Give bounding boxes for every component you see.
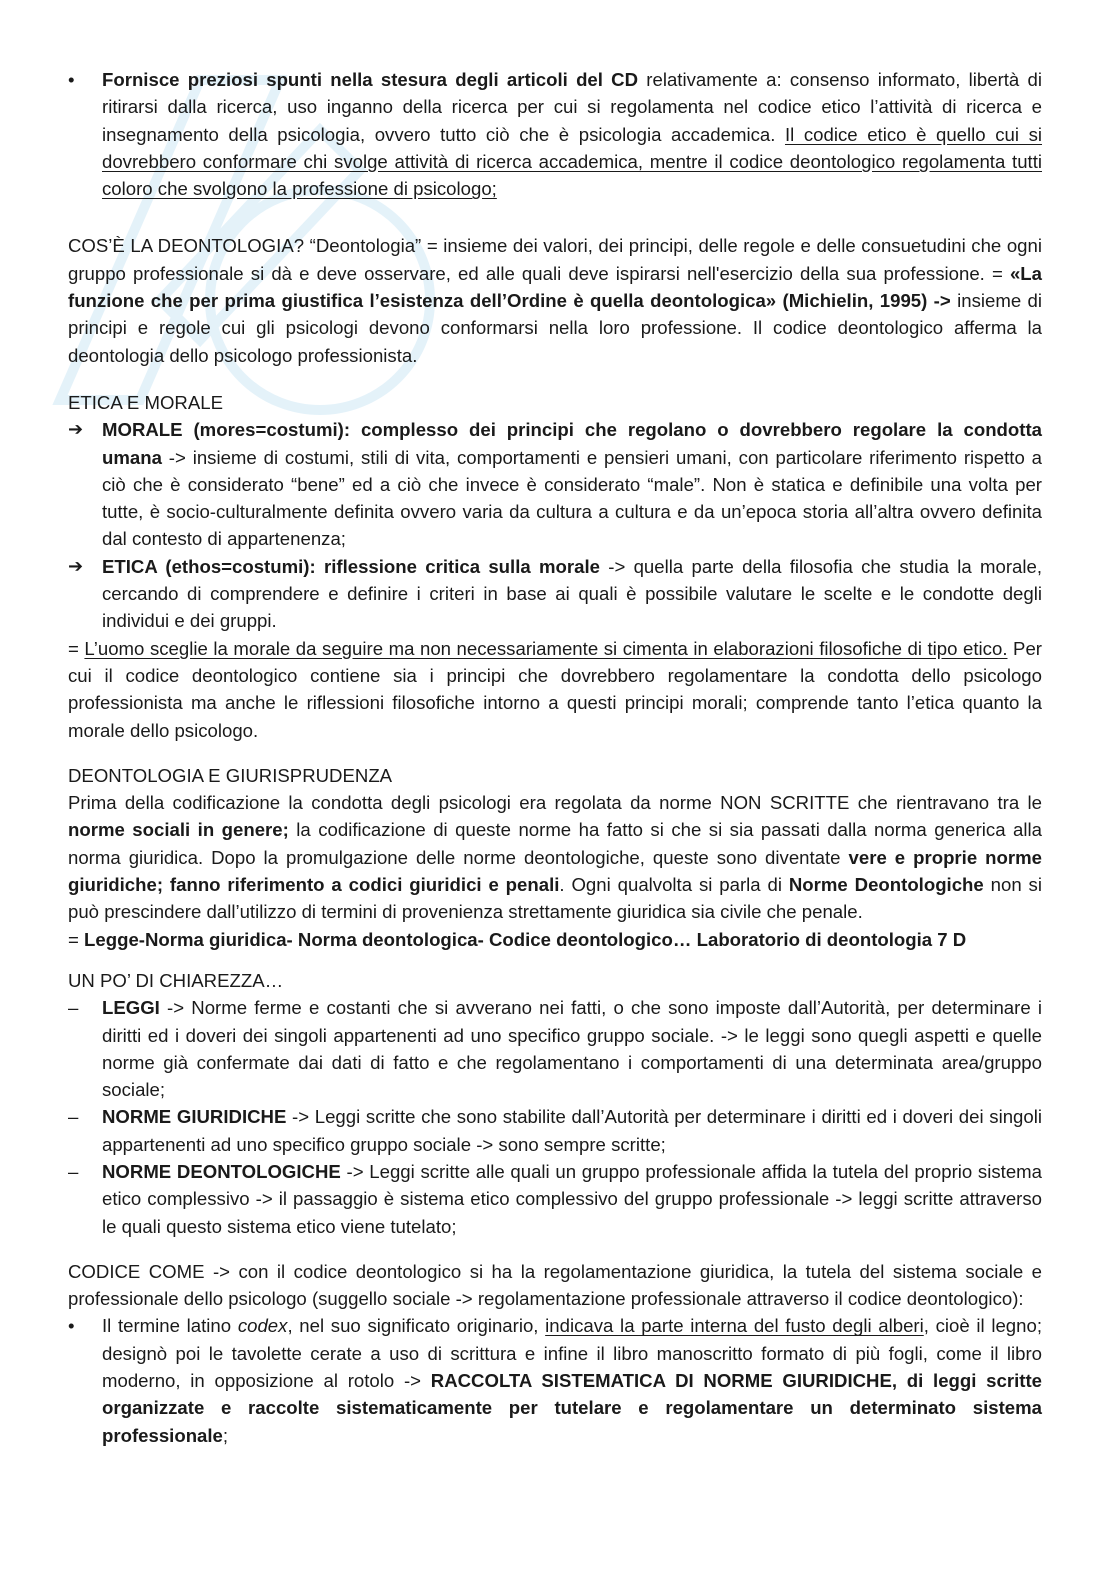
- paragraph-codice-come: CODICE COME -> con il codice deontologico si ha la regolamentazione giuridica, la tutela del sistema sociale e professionale dello psicologo (suggello sociale -> regolamentazione professionale attraverso il codice deontologico):: [68, 1260, 1042, 1310]
- list-item: [68, 994, 1042, 1103]
- bullet-dot-icon: •: [68, 1315, 75, 1337]
- heading-etica-morale: ETICA E MORALE: [68, 391, 223, 413]
- paragraph-codex: Il termine latino codex, nel suo significato originario, indicava la parte interna del fusto degli alberi, cioè il legno; designò poi le tavolette cerate a uso di scrittura e infine il libro manoscritto formato di più fogli, come il libro moderno, in opposizione al rotolo -> RACCOLTA SISTEMATICA DI NORME GIURIDICHE, di leggi scritte organizzate e raccolte sistematicamente per tutelare e regolamentare un determinato sistema professionale;: [102, 1315, 1042, 1446]
- list-item: [68, 1312, 1042, 1448]
- heading-deontologia-giurisprudenza: DEONTOLOGIA E GIURISPRUDENZA: [68, 764, 393, 786]
- heading-chiarezza: UN PO’ DI CHIAREZZA…: [68, 969, 284, 991]
- paragraph-cd: Fornisce preziosi spunti nella stesura degli articoli del CD relativamente a: consenso informato, libertà di ritirarsi dalla ricerca, uso inganno della ricerca per cui si regolamenta nel codice etico l’attività di ricerca e insegnamento della psicologia, ovvero tutto ciò che è psicologia accademica. Il codice etico è quello cui si dovrebbero conformare chi svolge attività di ricerca accademica, mentre il codice deontologico regolamenta tutti coloro che svolgono la professione di psicologo;: [102, 69, 1042, 200]
- paragraph-norme-deontologiche: NORME DEONTOLOGICHE -> Leggi scritte alle quali un gruppo professionale affida la tutela del proprio sistema etico complessivo -> il passaggio è sistema etico complessivo del gruppo professionale -> leggi scritte attraverso le quali questo sistema etico viene tutelato;: [102, 1160, 1042, 1237]
- paragraph-etica-summary: = L’uomo sceglie la morale da seguire ma non necessariamente si cimenta in elaborazioni filosofiche di tipo etico. Per cui il codice deontologico contiene sia i principi che dovrebbero regolamentare la condotta dello psicologo professionista ma anche le riflessioni filosofiche intorno a questi principi morali; comprende tanto l’etica quanto la morale dello psicologo.: [68, 637, 1042, 741]
- paragraph-norme-giuridiche: NORME GIURIDICHE -> Leggi scritte che sono stabilite dall’Autorità per determinare i diritti ed i doveri dei singoli appartenenti ad uno specifico gruppo sociale -> sono sempre scritte;: [102, 1106, 1042, 1155]
- dash-icon: –: [68, 1106, 79, 1128]
- document-page: [68, 66, 1042, 1449]
- right-arrow-icon: ➔: [68, 419, 84, 440]
- list-item: [68, 1158, 1042, 1240]
- bullet-dot-icon: •: [68, 69, 75, 90]
- list-item: [68, 1103, 1042, 1158]
- list-item: [68, 66, 1042, 202]
- paragraph-summary-chain: = Legge-Norma giuridica- Norma deontologica- Codice deontologico… Laboratorio di deontologia 7 D: [68, 928, 967, 950]
- paragraph-leggi: LEGGI -> Norme ferme e costanti che si avverano nei fatti, o che sono imposte dall’Autorità, per determinare i diritti ed i doveri dei singoli appartenenti ad uno specifico gruppo sociale. -> le leggi sono quegli aspetti e quelle norme già confermate dai dati di fatto e che regolamentano i comportamenti di una determinata area/gruppo sociale;: [102, 997, 1042, 1101]
- right-arrow-icon: ➔: [68, 555, 84, 576]
- dash-icon: –: [68, 997, 79, 1019]
- list-item: [68, 416, 1042, 552]
- dash-icon: –: [68, 1160, 79, 1182]
- paragraph-deontologia: COS’È LA DEONTOLOGIA? “Deontologia” = insieme dei valori, dei principi, delle regole e delle consuetudini che ogni gruppo professionale si dà e deve osservare, ed alle quali deve ispirarsi nell'esercizio della sua professione. = «La funzione che per prima giustifica l’esistenza dell’Ordine è quella deontologica» (Michielin, 1995) -> insieme di principi e regole cui gli psicologi devono conformarsi nella loro professione. Il codice deontologico afferma la deontologia dello psicologo professionista.: [68, 235, 1043, 366]
- paragraph-etica: ETICA (ethos=costumi): riflessione critica sulla morale -> quella parte della filosofia che studia la morale, cercando di comprendere e definire i criteri in base ai quali è possibile valutare le scelte e le condotte degli individui e dei gruppi.: [102, 555, 1042, 632]
- paragraph-giurisprudenza: Prima della codificazione la condotta degli psicologi era regolata da norme NON SCRITTE che rientravano tra le norme sociali in genere; la codificazione di queste norme ha fatto si che si sia passati dalla norma generica alla norma giuridica. Dopo la promulgazione delle norme deontologiche, queste sono diventate vere e proprie norme giuridiche; fanno riferimento a codici giuridici e penali. Ogni qualvolta si parla di Norme Deontologiche non si può prescindere dall’utilizzo di termini di provenienza strettamente giuridica sia civile che penale.: [68, 792, 1042, 923]
- paragraph-morale: MORALE (mores=costumi): complesso dei principi che regolano o dovrebbero regolare la condotta umana -> insieme di costumi, stili di vita, comportamenti e pensieri umani, con particolare riferimento rispetto a ciò che è considerato “bene” ed a ciò che invece è considerato “male”. Non è statica e definibile una volta per tutte, è socio-culturalmente definita ovvero varia da cultura a cultura e da un’epoca storia all’altra ovvero definita dal contesto di appartenenza;: [102, 419, 1042, 550]
- list-item: [68, 553, 1042, 635]
